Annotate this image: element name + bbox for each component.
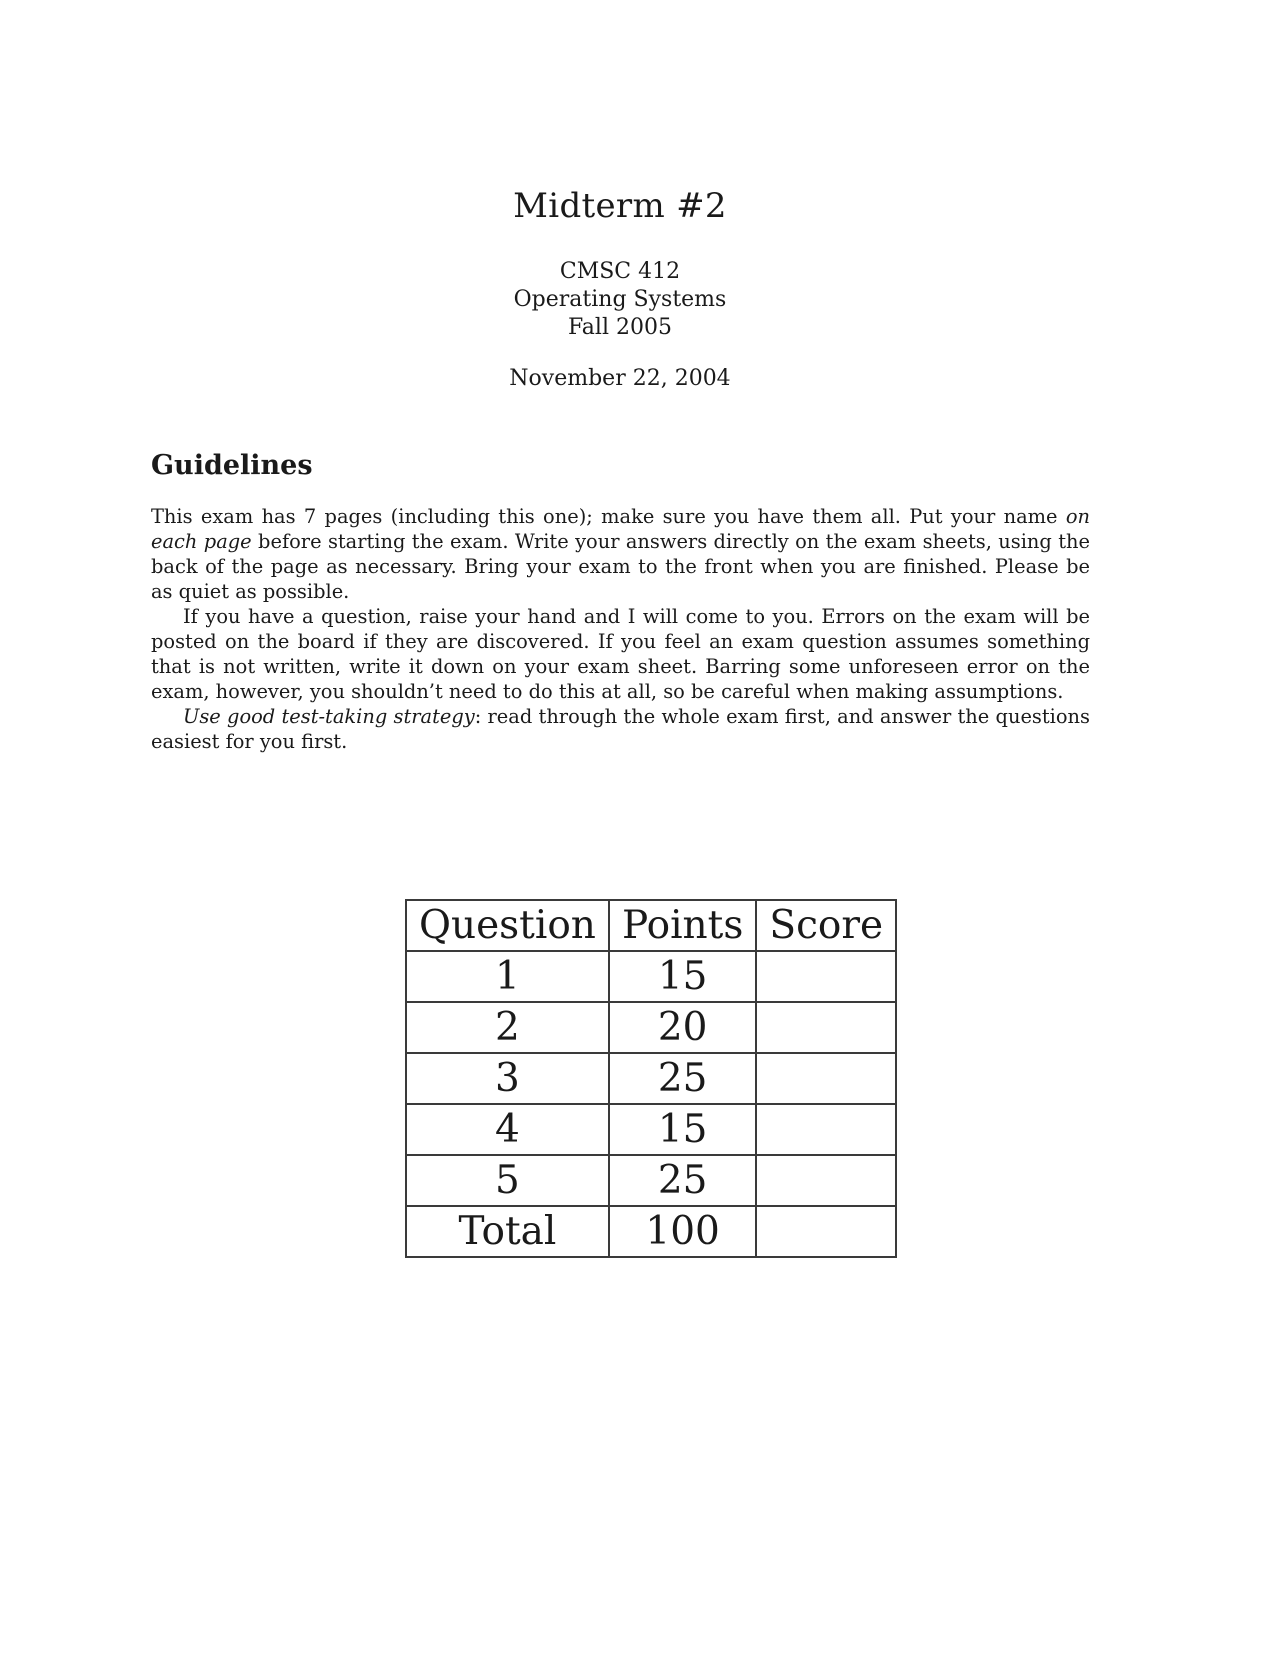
question-cell: 4: [406, 1104, 609, 1155]
question-cell: 2: [406, 1002, 609, 1053]
score-table: [405, 899, 897, 1258]
header-points: Points: [609, 900, 756, 951]
course-info: [0, 258, 1240, 342]
table-row-total: [406, 1206, 896, 1257]
score-cell: [756, 1053, 896, 1104]
guidelines-heading: Guidelines: [151, 450, 313, 481]
guidelines-p1-emphasis: on each page: [151, 505, 1090, 553]
points-cell: 25: [609, 1053, 756, 1104]
course-code: CMSC 412: [559, 259, 681, 284]
question-cell: 1: [406, 951, 609, 1002]
guidelines-paragraph-1: [151, 504, 1090, 604]
course-name: Operating Systems: [513, 287, 727, 312]
guidelines-p1-text-b: before starting the exam. Write your answers directly on the exam sheets, using the back of the page as necessary. Bring your exam to the front when you are finished. Please be as quiet as possible.: [151, 530, 1090, 603]
guidelines-body: [151, 504, 1090, 754]
score-cell: [756, 1002, 896, 1053]
header-question: Question: [406, 900, 609, 951]
question-cell: 5: [406, 1155, 609, 1206]
exam-date: November 22, 2004: [509, 366, 731, 391]
table-row: [406, 1104, 896, 1155]
points-cell: 20: [609, 1002, 756, 1053]
score-cell: [756, 1104, 896, 1155]
score-table-header-row: [406, 900, 896, 951]
points-cell: 15: [609, 1104, 756, 1155]
guidelines-p1-text-a: This exam has 7 pages (including this one); make sure you have them all. Put your name: [151, 505, 1066, 528]
score-cell: [756, 1206, 896, 1257]
table-row: [406, 1155, 896, 1206]
score-cell: [756, 951, 896, 1002]
points-cell: 25: [609, 1155, 756, 1206]
guidelines-paragraph-3: [151, 704, 1090, 754]
score-cell: [756, 1155, 896, 1206]
course-term: Fall 2005: [568, 315, 672, 340]
exam-title: Midterm #2: [513, 186, 727, 226]
guidelines-p3-emphasis: Use good test-taking strategy: [183, 705, 475, 728]
header-score: Score: [756, 900, 896, 951]
question-cell: Total: [406, 1206, 609, 1257]
table-row: [406, 1053, 896, 1104]
guidelines-paragraph-2: If you have a question, raise your hand and I will come to you. Errors on the exam will be posted on the board if they are discovered. If you feel an exam question assumes something that is not written, write it down on your exam sheet. Barring some unforeseen error on the exam, however, you shouldn’t need to do this at all, so be careful when making assumptions.: [151, 605, 1090, 703]
guidelines-p3-text: : read through the whole exam first, and answer the questions easiest for you first.: [151, 705, 1090, 753]
question-cell: 3: [406, 1053, 609, 1104]
points-cell: 100: [609, 1206, 756, 1257]
table-row: [406, 1002, 896, 1053]
points-cell: 15: [609, 951, 756, 1002]
table-row: [406, 951, 896, 1002]
